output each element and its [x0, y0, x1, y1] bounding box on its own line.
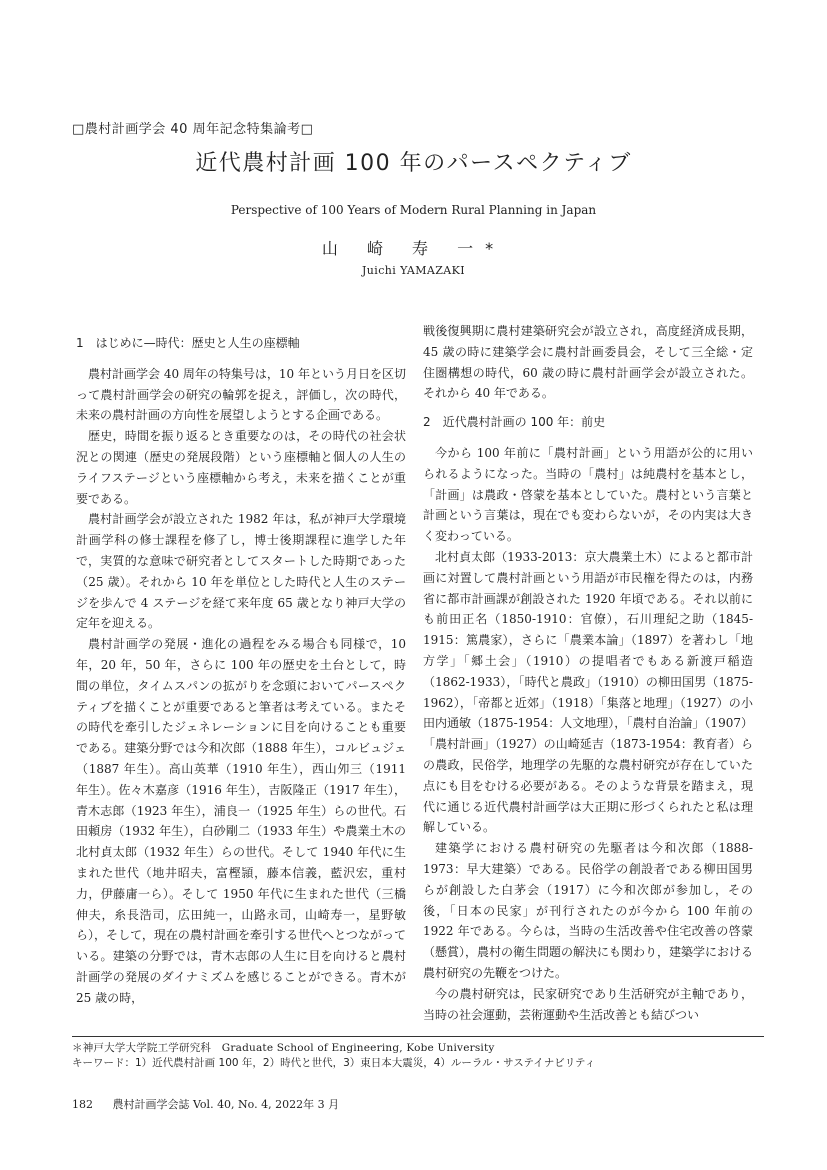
- left-column: [76, 321, 406, 1009]
- article-subtitle-en: Perspective of 100 Years of Modern Rural Planning in Japan: [230, 203, 597, 217]
- paragraph: 戦後復興期に農村建築研究会が設立され，高度経済成長期，45 歳の時に建築学会に農村計画委員会，そして三全総・定住圏構想の時代，60 歳の時に農村計画学会が設立された。それから 40 年である。: [423, 324, 753, 401]
- paragraph: 今から 100 年前に「農村計画」という用語が公的に用いられるようになった。当時の「農村」は純農村を基本とし，「計画」は農政・啓蒙を基本としていた。農村という言葉と計画という言葉は，現在でも変わらないが，その内実は大きく変わっている。: [423, 445, 753, 544]
- section-heading-1: 1 はじめに—時代：歴史と人生の座標軸: [76, 336, 300, 350]
- author-name: 山 崎 寿 一*: [321, 239, 506, 258]
- author-name-en: Juichi YAMAZAKI: [362, 264, 465, 277]
- paragraph: 農村計画学の発展・進化の過程をみる場合も同様で，10 年，20 年，50 年，さらに 100 年の歴史を土台として，時間の単位，タイムスパンの拡がりを念頭においてパースペクティブを描くことが重要であると筆者は考えている。またその時代を牽引したジェネレーションに目を向けることも重要である。建築分野では今和次郎（1888 年生），コルビュジェ（1887 年生）。高山英華（1910 年生），西山夘三（1911 年生）。佐々木嘉彦（1916 年生），吉阪隆正（1917 年生），青木志郎（1923 年生），浦良一（1925 年生）らの世代。石田頼房（1932 年生），白砂剛二（1933 年生）や農業土木の北村貞太郎（1932 年生）らの世代。そして 1940 年代に生まれた世代（地井昭夫，富樫頴，藤本信義，藍沢宏，重村力，伊藤庸一ら）。そして 1950 年代に生まれた世代（三橋伸夫，糸長浩司，広田純一，山路永司，山崎寿一，星野敏ら），そして，現在の農村計画を牽引する世代へとつながっている。建築の分野では，青木志郎の人生に目を向けると農村計画学の発展のダイナミズムを感じることができる。青木が 25 歳の時，: [76, 637, 406, 1005]
- page-number: 182: [72, 1098, 93, 1111]
- paragraph: 農村計画学会が設立された 1982 年は，私が神戸大学環境計画学科の修士課程を修了し，博士後期課程に進学した年で，実質的な意味で研究者としてスタートした時期であった（25 歳）。それから 10 年を単位とした時代と人生のステージを歩んで 4 ステージを経て来年度 65 歳となり神戸大学の定年を迎える。: [76, 512, 406, 631]
- right-column: [423, 321, 753, 1025]
- paragraph: 歴史，時間を振り返るとき重要なのは，その時代の社会状況との関連（歴史の発展段階）という座標軸と個人の人生のライフステージという座標軸から考え，未来を描くことが重要である。: [76, 429, 406, 506]
- footnote-divider: [72, 1036, 764, 1037]
- paragraph: 建築学における農村研究の先駆者は今和次郎（1888-1973：早大建築）である。民俗学の創設者である柳田国男らが創設した白茅会（1917）に今和次郎が参加し，その後，「日本の民家」が刊行されたのが今から 100 年前の 1922 年である。今らは，当時の生活改善や住宅改善の啓蒙（懸賞），農村の衛生問題の解決にも関わり，建築学における農村研究の先鞭をつけた。: [423, 841, 754, 980]
- series-label: □農村計画学会 40 周年記念特集論考□: [72, 122, 314, 137]
- page-footer: [72, 1096, 355, 1112]
- paragraph: 農村計画学会 40 周年の特集号は，10 年という月日を区切って農村計画学会の研究の輪郭を捉え，評価し，次の時代，未来の農村計画の方向性を展望しようとする企画である。: [76, 366, 406, 423]
- paragraph: 今の農村研究は，民家研究であり生活研究が主軸であり，当時の社会運動，芸術運動や生活改善とも結びつい: [423, 986, 753, 1022]
- author-affiliation: ＊神戸大学大学院工学研究科 Graduate School of Engineering, Kobe University: [72, 1042, 495, 1054]
- article-title: 近代農村計画 100 年のパースペクティブ: [195, 151, 632, 176]
- section-heading-2: 2 近代農村計画の 100 年：前史: [423, 415, 606, 430]
- paragraph: 北村貞太郎（1933-2013：京大農業土木）によると都市計画に対置して農村計画という用語が市民権を得たのは，内務省に都市計画課が創設された 1920 年頃である。それ以前にも前田正名（1850-1910：官僚），石川理紀之助（1845-1915：篤農家），さらに「農業本論」（1897）を著わし「地方学」「郷土会」（1910）の提唱者でもある新渡戸稲造（1862-1933），「時代と農政」（1910）の柳田国男（1875-1962），「帝都と近郊」（1918）「集落と地理」（1927）の小田内通敏（1875-1954：人文地理），「農村自治論」（1907）「農村計画」（1927）の山崎延吉（1873-1954：教育者）らの農政，民俗学，地理学の先駆的な農村研究が存在していた点にも目をむける必要がある。そのような背景を踏まえ，現代に通じる近代農村計画学は大正期に形づくられたと私は理解している。: [423, 549, 753, 835]
- journal-citation: 農村計画学会誌 Vol. 40, No. 4, 2022年 3 月: [112, 1098, 340, 1111]
- keywords: キーワード：1）近代農村計画 100 年，2）時代と世代，3）東日本大震災，4）ルーラル・サステイナビリティ: [72, 1057, 596, 1069]
